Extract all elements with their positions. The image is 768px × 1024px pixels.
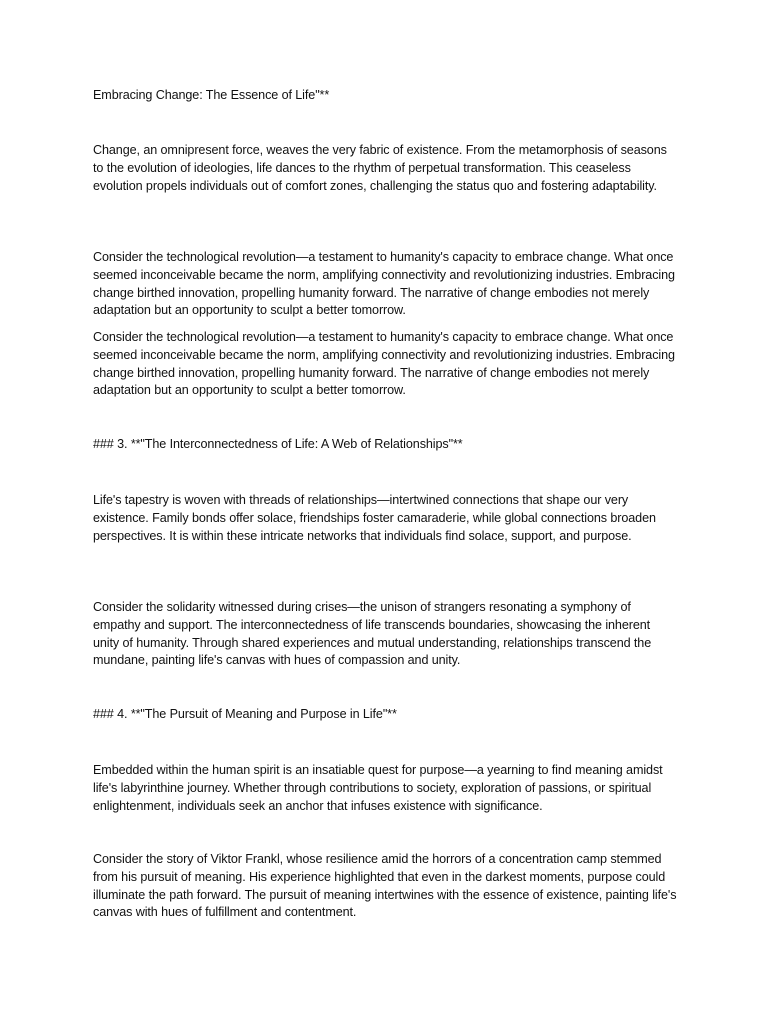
paragraph-change-force: Change, an omnipresent force, weaves the very fabric of existence. From the metamorphosis of seasons to the evolution of ideologies, life dances to the rhythm of perpetual transformation. This ceaseless evolution propels individuals out of comfort zones, challenging the status quo and fostering adaptability. bbox=[93, 143, 667, 193]
section-heading-interconnectedness: ### 3. **"The Interconnectedness of Life: A Web of Relationships"** bbox=[93, 437, 463, 451]
paragraph-tech-revolution-repeat: Consider the technological revolution—a testament to humanity's capacity to embrace change. What once seemed inconceivable became the norm, amplifying connectivity and revolutionizing industries. Embracing change birthed innovation, propelling humanity forward. The narrative of change embodies not merely adaptation but an opportunity to sculpt a better tomorrow. bbox=[93, 330, 675, 398]
paragraph-solidarity: Consider the solidarity witnessed during crises—the unison of strangers resonating a symphony of empathy and support. The interconnectedness of life transcends boundaries, showcasing the inherent unity of humanity. Through shared experiences and mutual understanding, relationships transcend the mundane, painting life's canvas with hues of compassion and unity. bbox=[93, 600, 652, 668]
paragraph-quest-purpose: Embedded within the human spirit is an insatiable quest for purpose—a yearning to find meaning amidst life's labyrinthine journey. Whether through contributions to society, exploration of passions, or spiritual enlightenment, individuals seek an anchor that infuses existence with significance. bbox=[93, 763, 663, 813]
document-title: Embracing Change: The Essence of Life"** bbox=[93, 88, 330, 102]
paragraph-viktor-frankl: Consider the story of Viktor Frankl, whose resilience amid the horrors of a concentration camp stemmed from his pursuit of meaning. His experience highlighted that even in the darkest moments, purpose could illuminate the path forward. The pursuit of meaning intertwines with the essence of existence, painting life's canvas with hues of fulfillment and contentment. bbox=[93, 852, 677, 920]
section-heading-meaning-purpose: ### 4. **"The Pursuit of Meaning and Purpose in Life"** bbox=[93, 707, 397, 721]
paragraph-tech-revolution: Consider the technological revolution—a testament to humanity's capacity to embrace change. What once seemed inconceivable became the norm, amplifying connectivity and revolutionizing industries. Embracing change birthed innovation, propelling humanity forward. The narrative of change embodies not merely adaptation but an opportunity to sculpt a better tomorrow. bbox=[93, 250, 675, 318]
paragraph-relationships: Life's tapestry is woven with threads of relationships—intertwined connections that shape our very existence. Family bonds offer solace, friendships foster camaraderie, while global connections broaden perspectives. It is within these intricate networks that individuals find solace, support, and purpose. bbox=[93, 493, 656, 543]
